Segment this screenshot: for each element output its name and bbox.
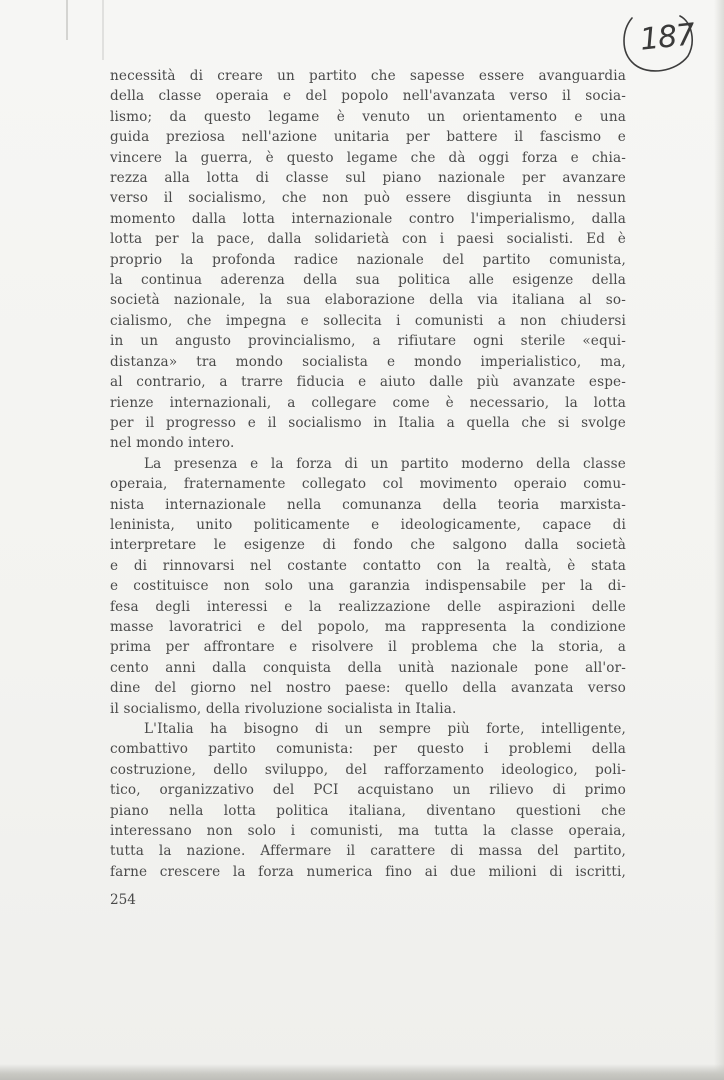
handwritten-annotation [614,8,696,78]
text-line: piano nella lotta politica italiana, diventano questioni che [110,802,626,819]
text-line: costruzione, dello sviluppo, del rafforzamento ideologico, poli- [110,761,626,778]
text-line: momento dalla lotta internazionale contro l'imperialismo, dalla [110,210,626,227]
text-line: tico, organizzativo del PCI acquistano un rilievo di primo [110,782,626,799]
text-line: L'Italia ha bisogno di un sempre più forte, intelligente, [144,721,626,737]
text-line: al contrario, a trarre fiducia e aiuto dalle più avanzate espe- [110,374,626,391]
text-line: guida preziosa nell'azione unitaria per battere il fascismo e [110,129,626,146]
text-line: dine del giorno nel nostro paese: quello della avanzata verso [110,680,626,697]
text-line: cento anni dalla conquista della unità nazionale pone all'or- [110,659,626,676]
text-line: rienze internazionali, a collegare come è necessario, la lotta [110,394,626,411]
text-line: operaia, fraternamente collegato col movimento operaio comu- [110,476,626,493]
scan-edge-right [714,0,724,1080]
text-line: e costituisce non solo una garanzia indispensabile per la di- [110,578,626,595]
text-line: distanza» tra mondo socialista e mondo imperialistico, ma, [110,353,626,370]
text-line: combattivo partito comunista: per questo i problemi della [110,741,626,758]
text-line: proprio la profonda radice nazionale del partito comunista, [110,251,626,268]
body-text [110,66,626,882]
text-line: vincere la guerra, è questo legame che dà oggi forza e chia- [110,149,626,166]
page-number: 254 [110,892,136,908]
text-line: tutta la nazione. Affermare il carattere di massa del partito, [110,843,626,860]
text-line: in un angusto provincialismo, a rifiutare ogni sterile «equi- [110,333,626,350]
text-line: interpretare le esigenze di fondo che salgono dalla società [110,537,626,554]
text-line: rezza alla lotta di classe sul piano nazionale per avanzare [110,170,626,187]
handwritten-page-number: 187 [638,17,696,58]
text-line: della classe operaia e del popolo nell'avanzata verso il socia- [110,88,626,105]
text-line: per il progresso e il socialismo in Italia a quella che si svolge [110,414,626,431]
text-line: interessano non solo i comunisti, ma tutta la classe operaia, [110,823,626,840]
text-line: lotta per la pace, dalla solidarietà con i paesi socialisti. Ed è [110,231,626,248]
text-line: società nazionale, la sua elaborazione della via italiana al so- [110,292,626,309]
text-line: nel mondo intero. [110,435,235,452]
text-line: fesa degli interessi e la realizzazione delle aspirazioni delle [110,598,626,615]
text-line: e di rinnovarsi nel costante contatto con la realtà, è stata [110,557,626,574]
scan-scratch-mark [102,0,104,60]
text-line: prima per affrontare e risolvere il problema che la storia, a [110,639,626,656]
text-line: nista internazionale nella comunanza della teoria marxista- [110,496,626,513]
text-line: necessità di creare un partito che sapesse essere avanguardia [110,68,626,84]
text-line: la continua aderenza della sua politica alle esigenze della [110,272,626,289]
text-line: La presenza e la forza di un partito moderno della classe [144,455,626,472]
text-line: leninista, unito politicamente e ideologicamente, capace di [110,516,626,533]
text-line: farne crescere la forza numerica fino ai due milioni di iscritti, [110,863,626,880]
text-line: masse lavoratrici e del popolo, ma rappresenta la condizione [110,618,626,635]
text-line: verso il socialismo, che non può essere disgiunta in nessun [110,190,626,207]
text-line: lismo; da questo legame è venuto un orientamento e una [110,108,626,125]
scan-edge-bottom [0,1064,724,1080]
scan-scratch-mark [66,0,68,40]
text-line: cialismo, che impegna e sollecita i comunisti a non chiudersi [110,312,626,329]
text-line: il socialismo, della rivoluzione socialista in Italia. [110,700,457,717]
